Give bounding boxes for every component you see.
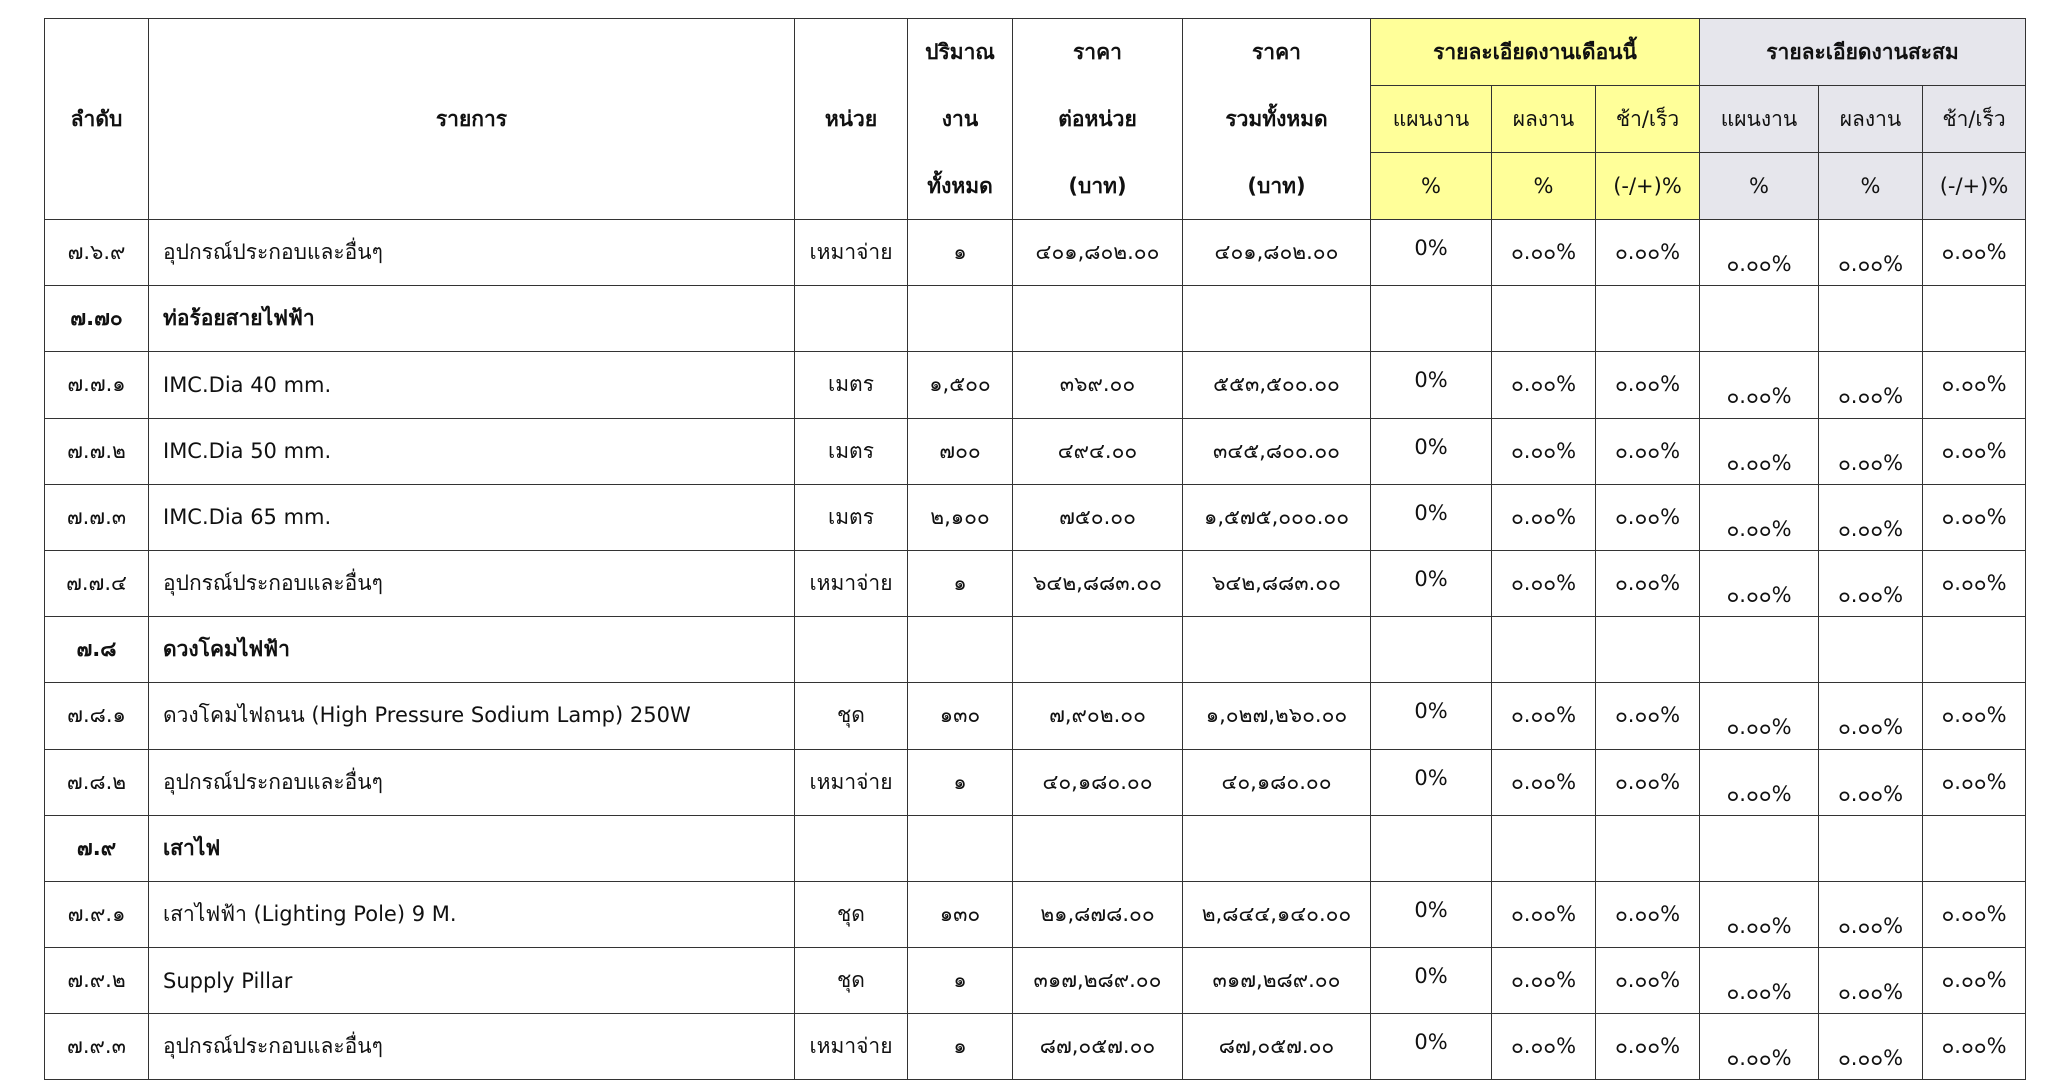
header-group-cumulative: รายละเอียดงานสะสม bbox=[1700, 19, 2026, 86]
cell-unit: ชุด bbox=[795, 948, 908, 1014]
cell-no: ๗.๙ bbox=[45, 815, 149, 881]
cell-cum-plan: ๐.๐๐% bbox=[1700, 550, 1819, 616]
cell-unit-price bbox=[1013, 815, 1183, 881]
cell-total: ๔๐,๑๘๐.๐๐ bbox=[1183, 749, 1371, 815]
cell-item: อุปกรณ์ประกอบและอื่นๆ bbox=[149, 220, 795, 286]
cell-month-diff: ๐.๐๐% bbox=[1596, 220, 1700, 286]
cell-qty bbox=[908, 286, 1013, 352]
cell-cum-diff: ๐.๐๐% bbox=[1923, 683, 2026, 749]
cell-cum-result: ๐.๐๐% bbox=[1819, 749, 1923, 815]
header-month-diff: ช้า/เร็ว bbox=[1596, 86, 1700, 153]
table-row bbox=[45, 352, 2026, 418]
cell-cum-diff: ๐.๐๐% bbox=[1923, 484, 2026, 550]
cell-total: ๑,๐๒๗,๒๖๐.๐๐ bbox=[1183, 683, 1371, 749]
cell-no: ๗.๙.๒ bbox=[45, 948, 149, 1014]
cell-cum-result: ๐.๐๐% bbox=[1819, 1014, 1923, 1080]
cell-month-result bbox=[1492, 286, 1596, 352]
header-month-result-unit: % bbox=[1492, 153, 1596, 220]
cell-cum-diff bbox=[1923, 815, 2026, 881]
cell-cum-plan bbox=[1700, 286, 1819, 352]
cell-month-plan: 0% bbox=[1371, 484, 1492, 550]
cell-qty: ๑๓๐ bbox=[908, 881, 1013, 947]
cell-item: ท่อร้อยสายไฟฟ้า bbox=[149, 286, 795, 352]
section-row bbox=[45, 286, 2026, 352]
cell-month-diff bbox=[1596, 617, 1700, 683]
section-row bbox=[45, 815, 2026, 881]
cell-no: ๗.๙.๓ bbox=[45, 1014, 149, 1080]
cell-cum-diff: ๐.๐๐% bbox=[1923, 881, 2026, 947]
cell-cum-plan: ๐.๐๐% bbox=[1700, 220, 1819, 286]
header-month-diff-unit: (-/+)% bbox=[1596, 153, 1700, 220]
cell-cum-result: ๐.๐๐% bbox=[1819, 550, 1923, 616]
cell-total bbox=[1183, 617, 1371, 683]
cell-month-diff: ๐.๐๐% bbox=[1596, 948, 1700, 1014]
cell-unit: เมตร bbox=[795, 484, 908, 550]
cell-unit-price bbox=[1013, 286, 1183, 352]
cell-item: ดวงโคมไฟฟ้า bbox=[149, 617, 795, 683]
header-total-line2: รวมทั้งหมด bbox=[1225, 106, 1328, 131]
cell-unit: เหมาจ่าย bbox=[795, 1014, 908, 1080]
cell-month-result: ๐.๐๐% bbox=[1492, 484, 1596, 550]
header-total bbox=[1183, 19, 1371, 220]
cell-item: เสาไฟ bbox=[149, 815, 795, 881]
cell-cum-plan bbox=[1700, 617, 1819, 683]
cell-total bbox=[1183, 815, 1371, 881]
header-cum-diff: ช้า/เร็ว bbox=[1923, 86, 2026, 153]
cell-month-result: ๐.๐๐% bbox=[1492, 1014, 1596, 1080]
cell-month-diff: ๐.๐๐% bbox=[1596, 550, 1700, 616]
table-row bbox=[45, 1014, 2026, 1080]
cell-no: ๗.๗๐ bbox=[45, 286, 149, 352]
cell-month-diff: ๐.๐๐% bbox=[1596, 352, 1700, 418]
cell-cum-result: ๐.๐๐% bbox=[1819, 352, 1923, 418]
cell-unit-price: ๔๐,๑๘๐.๐๐ bbox=[1013, 749, 1183, 815]
header-unit-price-line3: (บาท) bbox=[1068, 173, 1127, 198]
cell-qty: ๑ bbox=[908, 1014, 1013, 1080]
cell-cum-diff bbox=[1923, 617, 2026, 683]
cell-month-plan bbox=[1371, 286, 1492, 352]
cell-month-plan: 0% bbox=[1371, 749, 1492, 815]
cell-total: ๘๗,๐๕๗.๐๐ bbox=[1183, 1014, 1371, 1080]
cell-cum-diff: ๐.๐๐% bbox=[1923, 418, 2026, 484]
cell-qty: ๑,๕๐๐ bbox=[908, 352, 1013, 418]
cell-month-result: ๐.๐๐% bbox=[1492, 352, 1596, 418]
cell-item: IMC.Dia 65 mm. bbox=[149, 484, 795, 550]
cell-cum-result: ๐.๐๐% bbox=[1819, 881, 1923, 947]
table-row bbox=[45, 484, 2026, 550]
cell-qty: ๑ bbox=[908, 948, 1013, 1014]
cell-unit: เมตร bbox=[795, 418, 908, 484]
table-row bbox=[45, 749, 2026, 815]
table-row bbox=[45, 418, 2026, 484]
cell-unit: เหมาจ่าย bbox=[795, 749, 908, 815]
header-cum-plan-unit: % bbox=[1700, 153, 1819, 220]
cell-month-diff: ๐.๐๐% bbox=[1596, 683, 1700, 749]
header-group-month: รายละเอียดงานเดือนนี้ bbox=[1371, 19, 1700, 86]
cell-total: ๖๔๒,๘๘๓.๐๐ bbox=[1183, 550, 1371, 616]
cell-item: Supply Pillar bbox=[149, 948, 795, 1014]
cell-cum-result bbox=[1819, 617, 1923, 683]
cell-month-result: ๐.๐๐% bbox=[1492, 220, 1596, 286]
header-unit: หน่วย bbox=[795, 19, 908, 220]
cell-cum-plan: ๐.๐๐% bbox=[1700, 948, 1819, 1014]
cell-unit-price: ๓๑๗,๒๘๙.๐๐ bbox=[1013, 948, 1183, 1014]
cell-month-result: ๐.๐๐% bbox=[1492, 749, 1596, 815]
table-body bbox=[45, 220, 2026, 1080]
header-month-plan-unit: % bbox=[1371, 153, 1492, 220]
header-no: ลำดับ bbox=[45, 19, 149, 220]
header-qty-line1: ปริมาณ bbox=[925, 40, 995, 65]
cell-month-result: ๐.๐๐% bbox=[1492, 948, 1596, 1014]
cell-month-plan: 0% bbox=[1371, 352, 1492, 418]
cell-no: ๗.๘.๒ bbox=[45, 749, 149, 815]
cell-cum-diff: ๐.๐๐% bbox=[1923, 749, 2026, 815]
cell-item: อุปกรณ์ประกอบและอื่นๆ bbox=[149, 749, 795, 815]
cell-month-plan: 0% bbox=[1371, 418, 1492, 484]
cell-item: ดวงโคมไฟถนน (High Pressure Sodium Lamp) 250W bbox=[149, 683, 795, 749]
cell-total: ๔๐๑,๘๐๒.๐๐ bbox=[1183, 220, 1371, 286]
cell-unit: ชุด bbox=[795, 683, 908, 749]
cell-unit-price: ๒๑,๘๗๘.๐๐ bbox=[1013, 881, 1183, 947]
header-unit-price-line1: ราคา bbox=[1073, 40, 1122, 65]
cell-unit: เมตร bbox=[795, 352, 908, 418]
cell-qty: ๑ bbox=[908, 749, 1013, 815]
header-month-result: ผลงาน bbox=[1492, 86, 1596, 153]
cell-item: IMC.Dia 40 mm. bbox=[149, 352, 795, 418]
cell-unit-price bbox=[1013, 617, 1183, 683]
table-row bbox=[45, 550, 2026, 616]
cell-unit bbox=[795, 286, 908, 352]
cell-unit: เหมาจ่าย bbox=[795, 220, 908, 286]
cell-cum-plan: ๐.๐๐% bbox=[1700, 749, 1819, 815]
cell-month-diff: ๐.๐๐% bbox=[1596, 1014, 1700, 1080]
cell-cum-diff: ๐.๐๐% bbox=[1923, 550, 2026, 616]
cell-month-result: ๐.๐๐% bbox=[1492, 881, 1596, 947]
cell-cum-plan: ๐.๐๐% bbox=[1700, 881, 1819, 947]
cell-qty: ๑๓๐ bbox=[908, 683, 1013, 749]
cell-month-plan: 0% bbox=[1371, 881, 1492, 947]
cell-unit bbox=[795, 815, 908, 881]
cell-cum-diff: ๐.๐๐% bbox=[1923, 352, 2026, 418]
cell-unit-price: ๗๕๐.๐๐ bbox=[1013, 484, 1183, 550]
header-unit-price-line2: ต่อหน่วย bbox=[1058, 106, 1137, 131]
header-total-line1: ราคา bbox=[1252, 40, 1301, 65]
cell-month-diff: ๐.๐๐% bbox=[1596, 418, 1700, 484]
header-cum-result-unit: % bbox=[1819, 153, 1923, 220]
cell-cum-plan: ๐.๐๐% bbox=[1700, 418, 1819, 484]
cell-cum-result: ๐.๐๐% bbox=[1819, 948, 1923, 1014]
cell-unit-price: ๘๗,๐๕๗.๐๐ bbox=[1013, 1014, 1183, 1080]
cell-month-plan: 0% bbox=[1371, 948, 1492, 1014]
cell-month-result bbox=[1492, 815, 1596, 881]
cell-cum-diff: ๐.๐๐% bbox=[1923, 220, 2026, 286]
table-row bbox=[45, 220, 2026, 286]
cell-cum-diff: ๐.๐๐% bbox=[1923, 948, 2026, 1014]
cell-no: ๗.๗.๑ bbox=[45, 352, 149, 418]
cell-month-diff bbox=[1596, 815, 1700, 881]
cell-month-diff: ๐.๐๐% bbox=[1596, 484, 1700, 550]
cell-month-plan: 0% bbox=[1371, 550, 1492, 616]
header-item: รายการ bbox=[149, 19, 795, 220]
cell-month-diff: ๐.๐๐% bbox=[1596, 881, 1700, 947]
cell-cum-result: ๐.๐๐% bbox=[1819, 683, 1923, 749]
cell-no: ๗.๘.๑ bbox=[45, 683, 149, 749]
cell-cum-result: ๐.๐๐% bbox=[1819, 484, 1923, 550]
cell-no: ๗.๖.๙ bbox=[45, 220, 149, 286]
header-unit-price bbox=[1013, 19, 1183, 220]
table-row bbox=[45, 683, 2026, 749]
cell-total bbox=[1183, 286, 1371, 352]
cell-cum-plan: ๐.๐๐% bbox=[1700, 683, 1819, 749]
cell-total: ๓๔๕,๘๐๐.๐๐ bbox=[1183, 418, 1371, 484]
cell-qty: ๒,๑๐๐ bbox=[908, 484, 1013, 550]
table-row bbox=[45, 948, 2026, 1014]
cell-qty bbox=[908, 815, 1013, 881]
work-progress-table-frame bbox=[44, 18, 2026, 1080]
cell-no: ๗.๗.๒ bbox=[45, 418, 149, 484]
work-progress-table bbox=[44, 18, 2026, 1080]
cell-month-result bbox=[1492, 617, 1596, 683]
cell-cum-plan: ๐.๐๐% bbox=[1700, 484, 1819, 550]
cell-unit bbox=[795, 617, 908, 683]
cell-total: ๒,๘๔๔,๑๔๐.๐๐ bbox=[1183, 881, 1371, 947]
cell-month-plan: 0% bbox=[1371, 683, 1492, 749]
cell-unit: ชุด bbox=[795, 881, 908, 947]
cell-month-plan: 0% bbox=[1371, 1014, 1492, 1080]
cell-cum-result bbox=[1819, 286, 1923, 352]
header-qty-line3: ทั้งหมด bbox=[927, 173, 993, 198]
header-cum-plan: แผนงาน bbox=[1700, 86, 1819, 153]
cell-no: ๗.๘ bbox=[45, 617, 149, 683]
table-row bbox=[45, 881, 2026, 947]
cell-cum-plan: ๐.๐๐% bbox=[1700, 352, 1819, 418]
cell-item: อุปกรณ์ประกอบและอื่นๆ bbox=[149, 1014, 795, 1080]
cell-month-plan: 0% bbox=[1371, 220, 1492, 286]
cell-qty bbox=[908, 617, 1013, 683]
cell-month-result: ๐.๐๐% bbox=[1492, 418, 1596, 484]
cell-item: IMC.Dia 50 mm. bbox=[149, 418, 795, 484]
cell-unit-price: ๖๔๒,๘๘๓.๐๐ bbox=[1013, 550, 1183, 616]
cell-unit-price: ๗,๙๐๒.๐๐ bbox=[1013, 683, 1183, 749]
cell-cum-result: ๐.๐๐% bbox=[1819, 220, 1923, 286]
cell-month-result: ๐.๐๐% bbox=[1492, 550, 1596, 616]
cell-cum-plan: ๐.๐๐% bbox=[1700, 1014, 1819, 1080]
cell-qty: ๑ bbox=[908, 220, 1013, 286]
cell-qty: ๑ bbox=[908, 550, 1013, 616]
cell-unit: เหมาจ่าย bbox=[795, 550, 908, 616]
cell-cum-plan bbox=[1700, 815, 1819, 881]
section-row bbox=[45, 617, 2026, 683]
cell-cum-diff bbox=[1923, 286, 2026, 352]
cell-month-diff bbox=[1596, 286, 1700, 352]
header-cum-diff-unit: (-/+)% bbox=[1923, 153, 2026, 220]
cell-total: ๑,๕๗๕,๐๐๐.๐๐ bbox=[1183, 484, 1371, 550]
cell-item: อุปกรณ์ประกอบและอื่นๆ bbox=[149, 550, 795, 616]
header-total-line3: (บาท) bbox=[1247, 173, 1306, 198]
cell-unit-price: ๔๐๑,๘๐๒.๐๐ bbox=[1013, 220, 1183, 286]
cell-item: เสาไฟฟ้า (Lighting Pole) 9 M. bbox=[149, 881, 795, 947]
cell-total: ๓๑๗,๒๘๙.๐๐ bbox=[1183, 948, 1371, 1014]
header-qty bbox=[908, 19, 1013, 220]
cell-month-result: ๐.๐๐% bbox=[1492, 683, 1596, 749]
cell-cum-result bbox=[1819, 815, 1923, 881]
cell-cum-diff: ๐.๐๐% bbox=[1923, 1014, 2026, 1080]
cell-no: ๗.๗.๓ bbox=[45, 484, 149, 550]
cell-qty: ๗๐๐ bbox=[908, 418, 1013, 484]
header-cum-result: ผลงาน bbox=[1819, 86, 1923, 153]
cell-unit-price: ๔๙๔.๐๐ bbox=[1013, 418, 1183, 484]
cell-total: ๕๕๓,๕๐๐.๐๐ bbox=[1183, 352, 1371, 418]
cell-month-plan bbox=[1371, 617, 1492, 683]
cell-cum-result: ๐.๐๐% bbox=[1819, 418, 1923, 484]
header-qty-line2: งาน bbox=[941, 106, 979, 131]
cell-month-plan bbox=[1371, 815, 1492, 881]
header-month-plan: แผนงาน bbox=[1371, 86, 1492, 153]
cell-unit-price: ๓๖๙.๐๐ bbox=[1013, 352, 1183, 418]
cell-no: ๗.๙.๑ bbox=[45, 881, 149, 947]
cell-month-diff: ๐.๐๐% bbox=[1596, 749, 1700, 815]
cell-no: ๗.๗.๔ bbox=[45, 550, 149, 616]
